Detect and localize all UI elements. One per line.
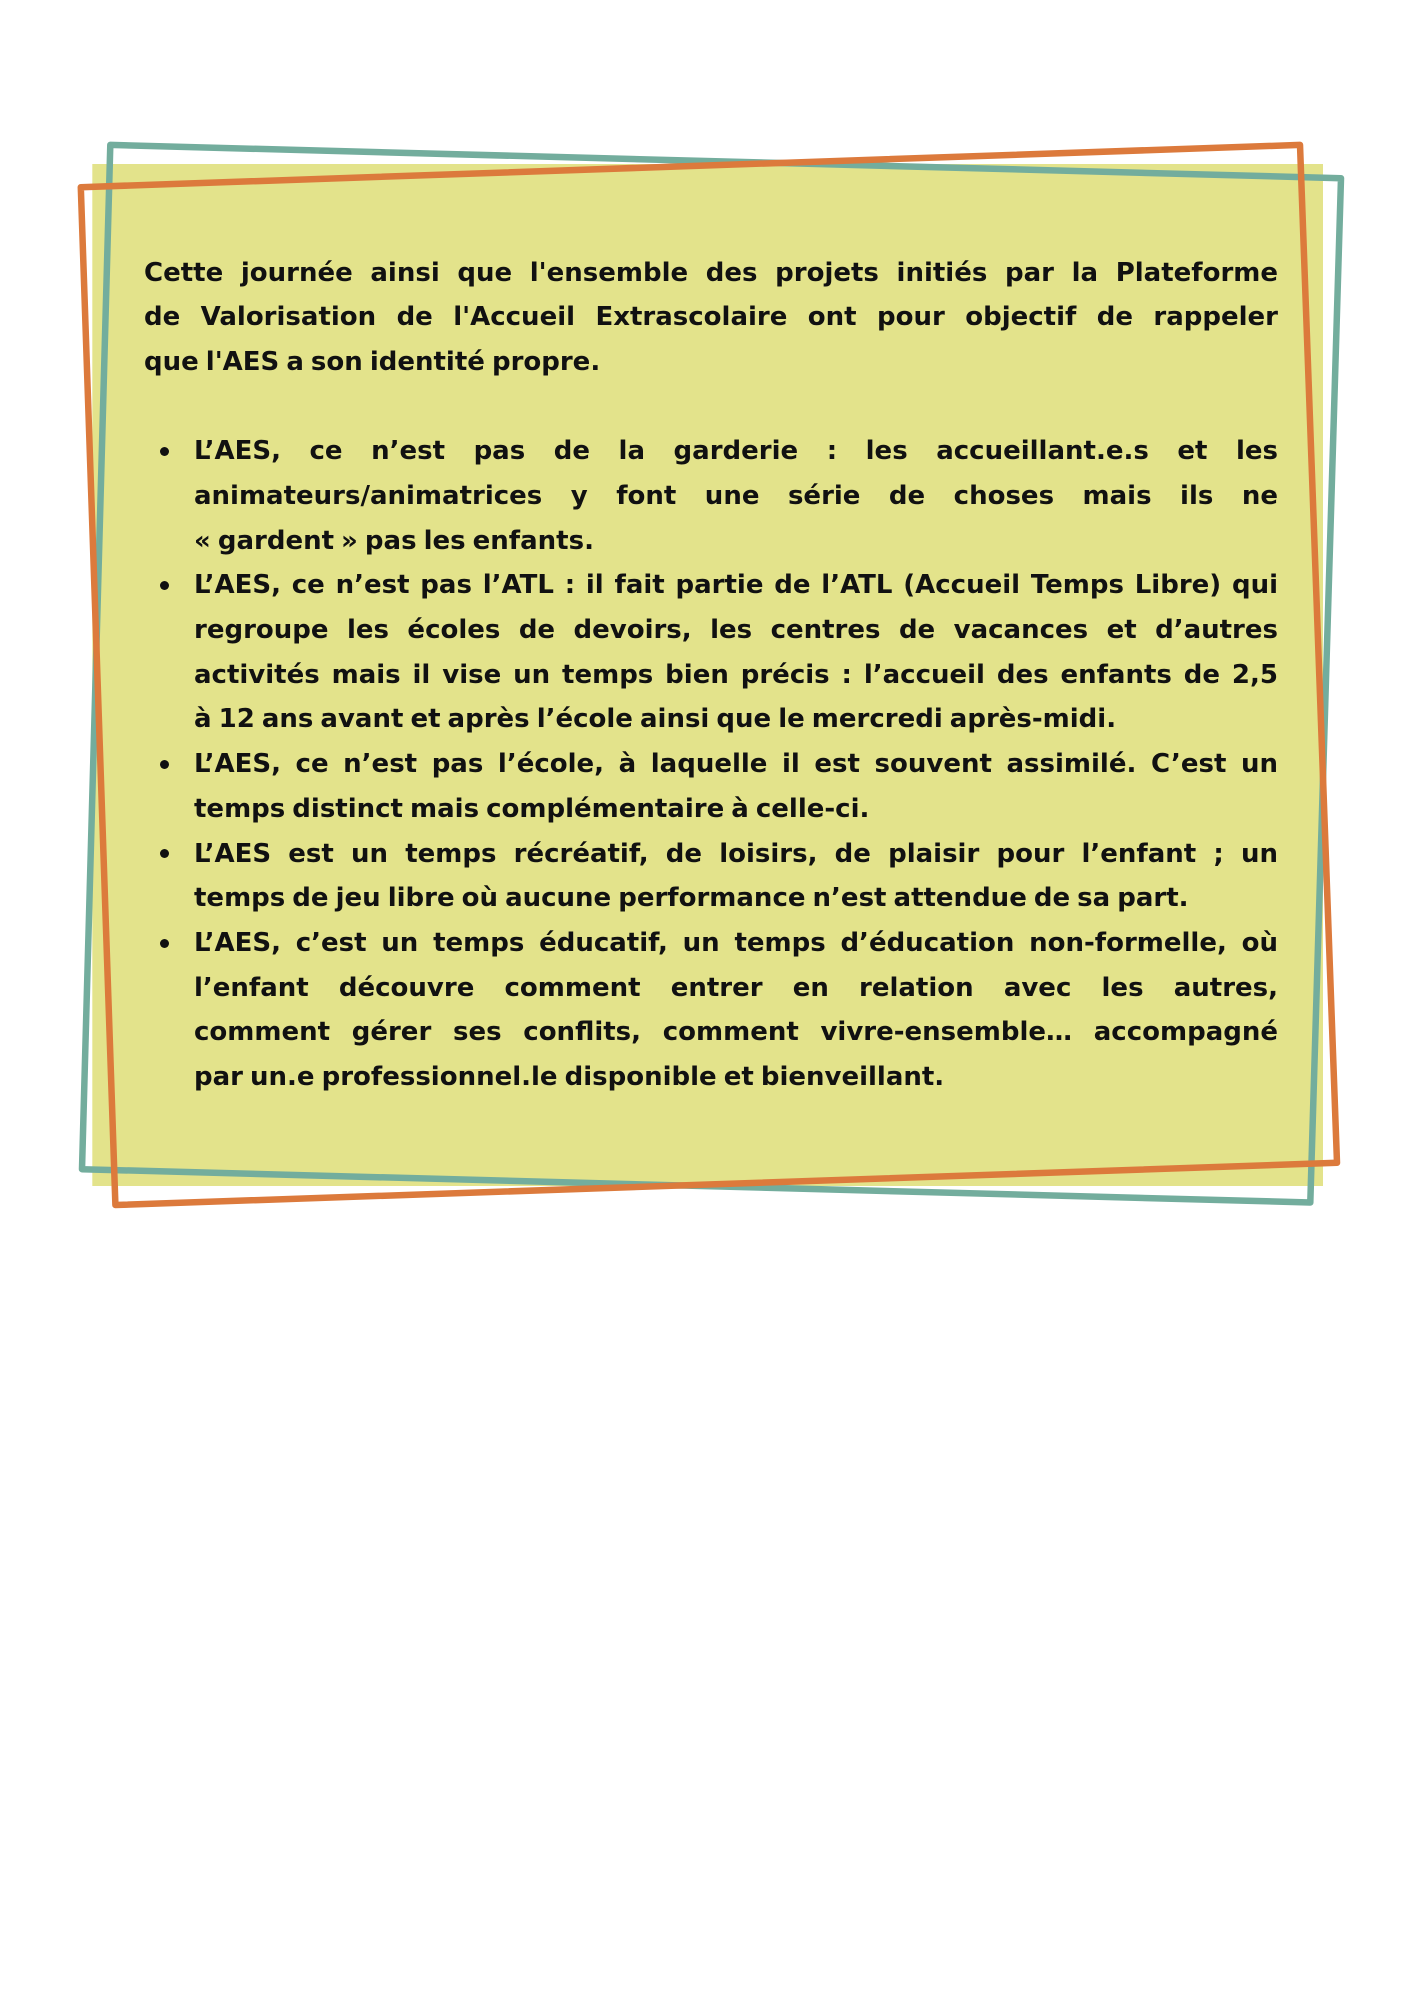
list-item (194, 742, 1278, 831)
intro-line: que l'AES a son identité propre. (144, 346, 601, 377)
bullet-dot-icon (160, 939, 169, 948)
list-item-line: activités mais il vise un temps bien précis : l’accueil des enfants de 2,5 (194, 659, 1278, 690)
bullet-dot-icon (160, 760, 169, 769)
list-item-line: L’AES, ce n’est pas de la garderie : les accueillant.e.s et les (194, 436, 1278, 467)
list-item-line: comment gérer ses conflits, comment vivre-ensemble… accompagné (194, 1017, 1278, 1048)
list-item-line: L’AES est un temps récréatif, de loisirs, de plaisir pour l’enfant ; un (194, 838, 1278, 869)
list-item (194, 832, 1278, 921)
list-item-line: L’AES, ce n’est pas l’ATL : il fait partie de l’ATL (Accueil Temps Libre) qui (194, 570, 1278, 601)
bullet-dot-icon (160, 849, 169, 858)
text-content (144, 251, 1278, 1100)
list-item-line: par un.e professionnel.le disponible et bienveillant. (194, 1061, 945, 1092)
intro-line: de Valorisation de l'Accueil Extrascolaire ont pour objectif de rappeler (144, 302, 1278, 333)
list-item-line: à 12 ans avant et après l’école ainsi que le mercredi après-midi. (194, 704, 1117, 735)
list-item-line: animateurs/animatrices y font une série de choses mais ils ne (194, 481, 1278, 512)
intro-line: Cette journée ainsi que l'ensemble des projets initiés par la Plateforme (144, 257, 1278, 288)
intro-paragraph (144, 251, 1278, 385)
bullet-dot-icon (160, 447, 169, 456)
list-item-line: L’AES, c’est un temps éducatif, un temps d’éducation non-formelle, où (194, 927, 1278, 958)
list-item-line: l’enfant découvre comment entrer en relation avec les autres, (194, 972, 1278, 1003)
list-item (194, 563, 1278, 742)
list-item-line: « gardent » pas les enfants. (194, 525, 594, 556)
list-item-line: temps de jeu libre où aucune performance n’est attendue de sa part. (194, 883, 1189, 914)
list-item-line: L’AES, ce n’est pas l’école, à laquelle il est souvent assimilé. C’est un (194, 749, 1278, 780)
bullet-list (144, 429, 1278, 1099)
list-item (194, 921, 1278, 1100)
list-item (194, 429, 1278, 563)
list-item-line: temps distinct mais complémentaire à celle-ci. (194, 793, 870, 824)
list-item-line: regroupe les écoles de devoirs, les centres de vacances et d’autres (194, 615, 1278, 646)
bullet-dot-icon (160, 581, 169, 590)
